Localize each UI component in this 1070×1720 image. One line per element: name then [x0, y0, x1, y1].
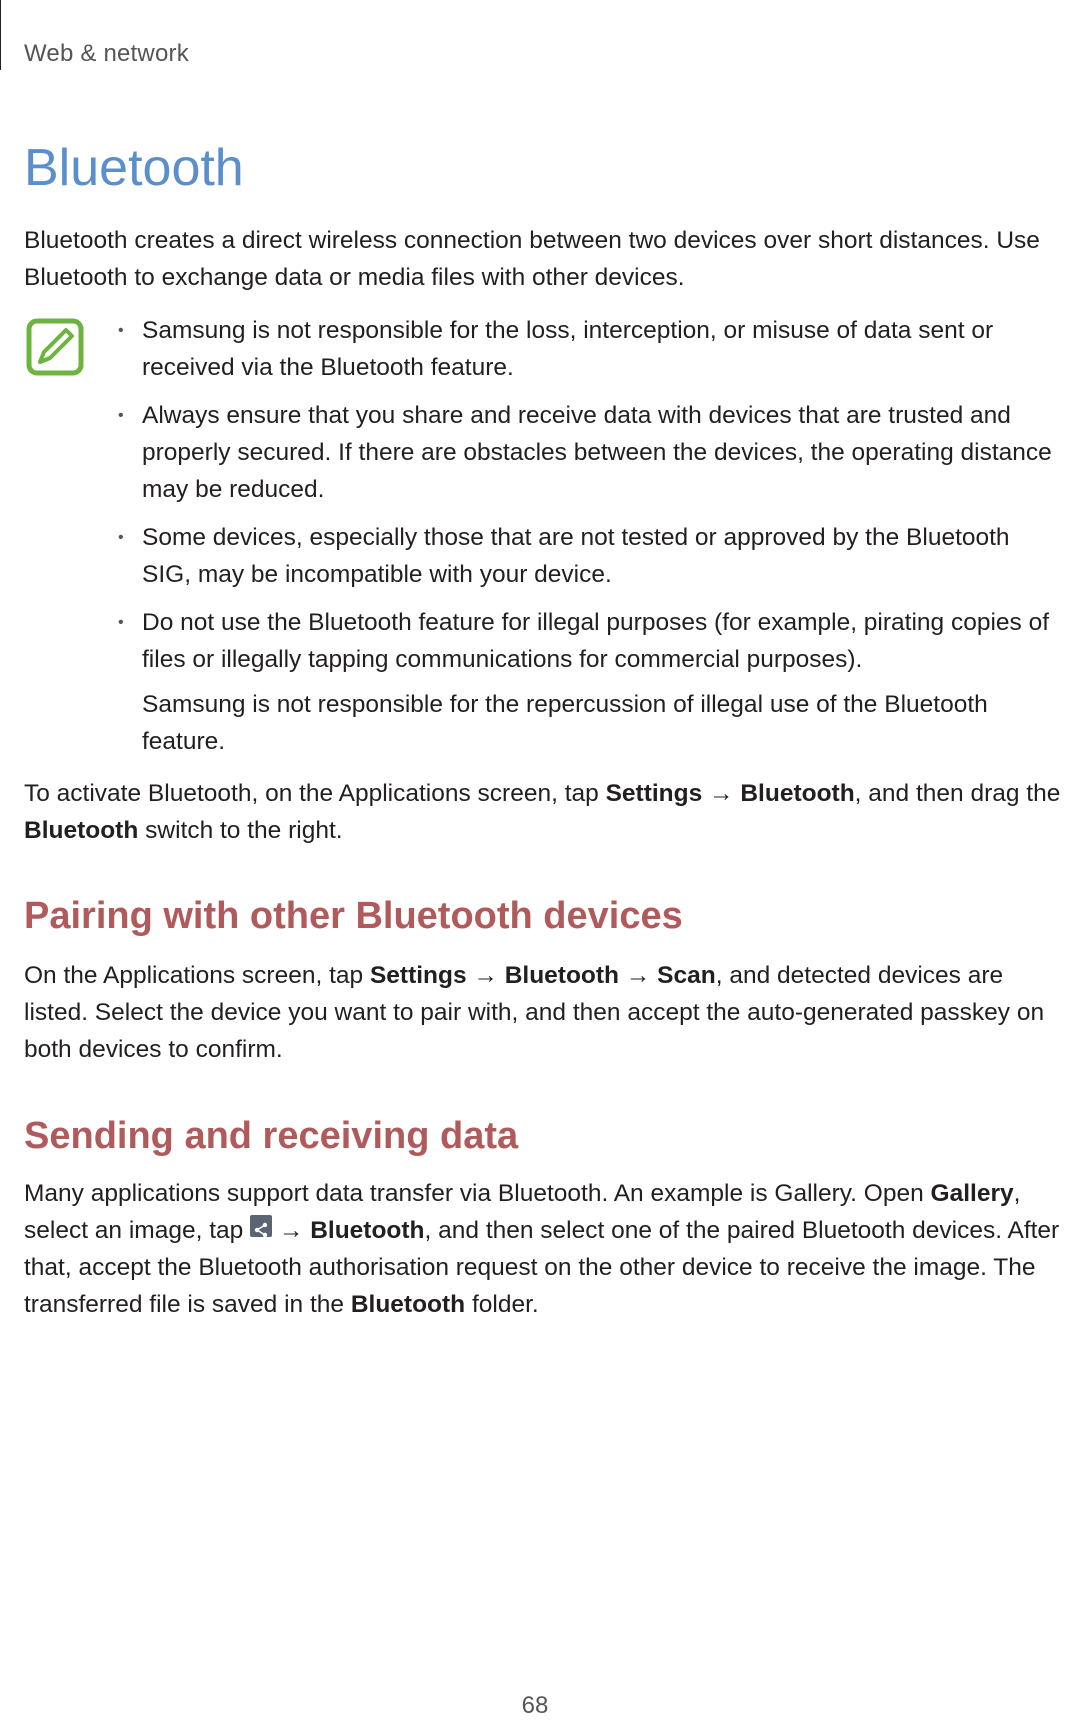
pairing-heading: Pairing with other Bluetooth devices [24, 895, 683, 937]
note-pencil-icon [26, 318, 84, 376]
sending-paragraph: Many applications support data transfer via Bluetooth. An example is Gallery. Open Gallery, select an image, tap → Bluetooth, and then select one of the paired Bluetooth devices. After that, accept the Bluetooth authorisation request on the other device to receive the image. The transferred file is saved in the Bluetooth folder. [24, 1180, 1060, 1318]
share-icon [250, 1215, 272, 1237]
note-item: • Samsung is not responsible for the loss, interception, or misuse of data sent or received via the Bluetooth feature. [118, 312, 1058, 386]
bluetooth-switch-label: Bluetooth [24, 817, 139, 844]
activate-paragraph: To activate Bluetooth, on the Applications screen, tap Settings → Bluetooth, and then drag the Bluetooth switch to the right. [24, 780, 1061, 844]
note-item: • Do not use the Bluetooth feature for illegal purposes (for example, pirating copies of files or illegally tapping communications for commercial purposes). Samsung is not responsible for the repercussion of illegal use of the Bluetooth feature. [118, 604, 1058, 760]
settings-label: Settings [605, 780, 703, 807]
note-item: • Always ensure that you share and receive data with devices that are trusted and properly secured. If there are obstacles between the devices, the operating distance may be reduced. [118, 397, 1058, 508]
sending-heading: Sending and receiving data [24, 1115, 519, 1157]
bluetooth-label: Bluetooth [740, 780, 855, 807]
note-extra: Samsung is not responsible for the repercussion of illegal use of the Bluetooth feature. [142, 691, 988, 755]
pairing-paragraph: On the Applications screen, tap Settings → Bluetooth → Scan, and detected devices are listed. Select the device you want to pair with, and then accept the auto-generated passkey on both devices to confirm. [24, 962, 1045, 1063]
note-item: • Some devices, especially those that are not tested or approved by the Bluetooth SIG, may be incompatible with your device. [118, 519, 1058, 593]
section-header: Web & network [24, 40, 189, 67]
header-rule [0, 0, 1, 70]
page-title: Bluetooth [24, 139, 244, 197]
intro-paragraph: Bluetooth creates a direct wireless connection between two devices over short distances. Use Bluetooth to exchange data or media files with other devices. [24, 227, 1040, 291]
page-number: 68 [521, 1692, 549, 1719]
notes-list [118, 312, 1058, 771]
